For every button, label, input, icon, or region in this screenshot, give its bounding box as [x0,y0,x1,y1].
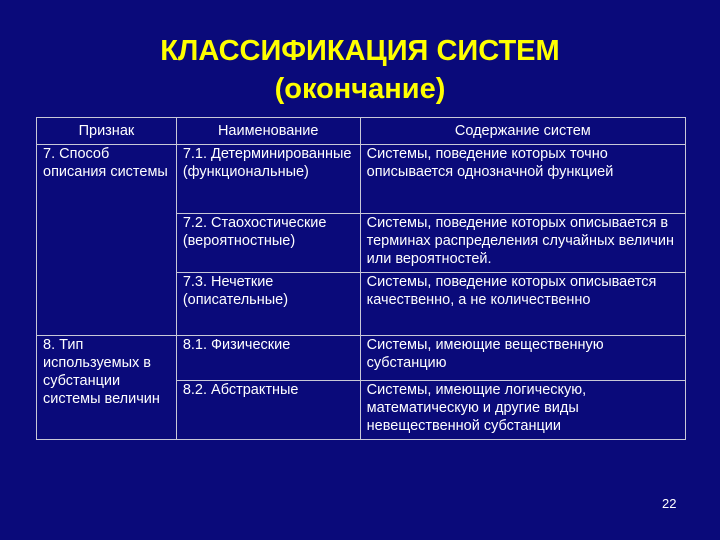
classification-table [36,117,686,440]
header-content: Содержание систем [360,118,685,145]
name-cell: 8.2. Абстрактные [176,381,360,440]
name-cell: 8.1. Физические [176,336,360,381]
table-header-row [37,118,686,145]
name-cell: 7.3. Нечеткие (описательные) [176,273,360,336]
table-row [37,336,686,381]
feature-cell: 7. Способ описания системы [37,145,177,336]
table-row [37,145,686,214]
feature-cell: 8. Тип используемых в субстанции системы величин [37,336,177,440]
slide-title-line1: КЛАССИФИКАЦИЯ СИСТЕМ [160,35,560,67]
content-cell: Системы, поведение которых описывается качественно, а не количественно [360,273,685,336]
name-cell: 7.2. Стаохостические (вероятностные) [176,214,360,273]
content-cell: Системы, поведение которых точно описывается однозначной функцией [360,145,685,214]
page-number: 22 [662,496,677,511]
content-cell: Системы, имеющие вещественную субстанцию [360,336,685,381]
header-name: Наименование [176,118,360,145]
header-feature: Признак [37,118,177,145]
name-cell: 7.1. Детерминированные (функциональные) [176,145,360,214]
slide-title [0,32,720,108]
content-cell: Системы, имеющие логическую, математическую и другие виды невещественной субстанции [360,381,685,440]
slide-title-line2: (окончание) [274,73,446,105]
content-cell: Системы, поведение которых описывается в терминах распределения случайных величин или вероятностей. [360,214,685,273]
